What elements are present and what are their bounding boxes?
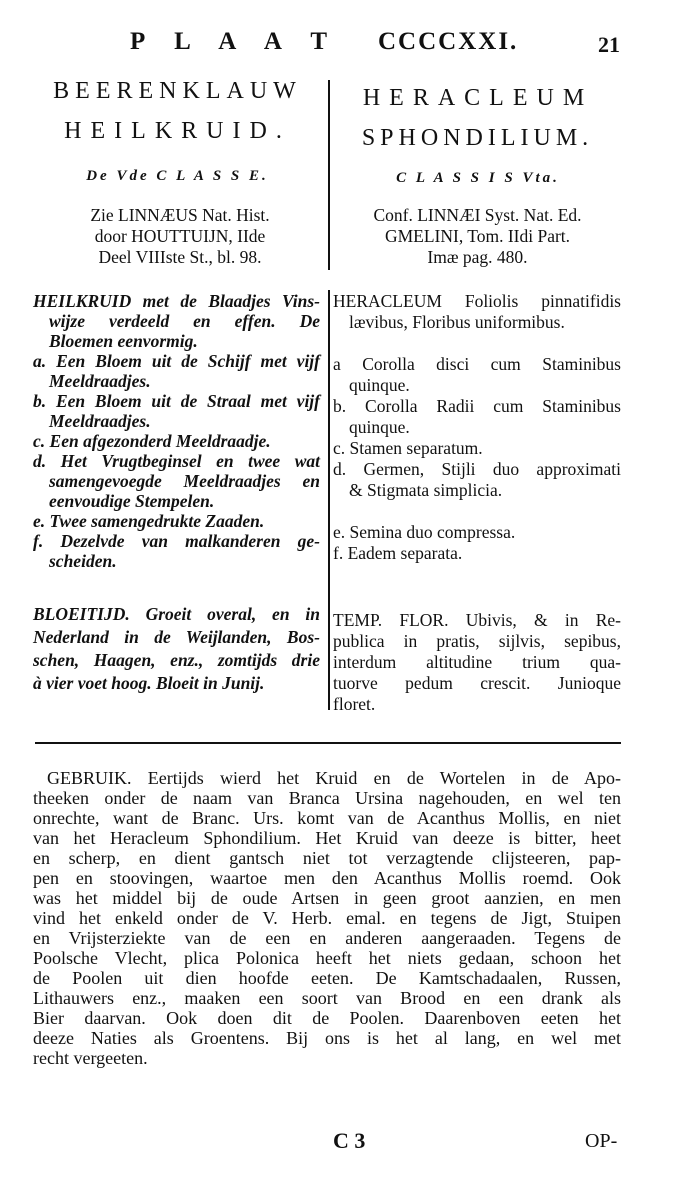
plate-number: CCCCXXI.: [378, 28, 519, 55]
text-line: quinque.: [349, 375, 410, 395]
text-line: Nederland in de Weijlanden, Bos-: [33, 627, 320, 647]
left-classe: De Vde C L A S S E.: [86, 168, 269, 184]
text-line: en Vrijsterziekte van de een en anderen aangeraaden. Tegens de: [33, 928, 621, 948]
text-line: HEILKRUID met de Blaadjes Vins-: [33, 291, 320, 311]
column-divider: [328, 290, 330, 710]
text-line: lævibus, Floribus uniformibus.: [349, 312, 565, 332]
text-line: & Stigmata simplicia.: [349, 480, 503, 500]
column-divider: [328, 80, 330, 270]
text-line: recht vergeeten.: [33, 1048, 148, 1068]
text-line: tuorve pedum crescit. Junioque: [333, 673, 621, 693]
text-line: Zie LINNÆUS Nat. Hist.: [90, 205, 270, 225]
text-line: scheiden.: [49, 551, 117, 571]
right-title-1: HERACLEUM: [362, 85, 594, 111]
text-line: b. Corolla Radii cum Staminibus: [333, 396, 621, 416]
text-line: Bloemen eenvormig.: [49, 331, 198, 351]
text-line: samengevoegde Meeldraadjes en: [49, 471, 320, 491]
text-line: Lithauwers enz., maaken een soort van Brood en een drank als: [33, 988, 621, 1008]
text-line: a. Een Bloem uit de Schijf met vijf: [33, 351, 320, 371]
text-line: HERACLEUM Foliolis pinnatifidis: [333, 291, 621, 311]
text-line: GMELINI, Tom. IIdi Part.: [384, 226, 571, 246]
text-line: publica in pratis, sijlvis, sepibus,: [333, 631, 621, 651]
text-line: Poolsche Vlecht, plica Polonica heeft het niets gedaan, schoon het: [33, 948, 621, 968]
text-line: eenvoudige Stempelen.: [49, 491, 215, 511]
left-title-2: HEILKRUID.: [64, 118, 291, 144]
text-line: Meeldraadjes.: [49, 411, 151, 431]
text-line: d. Germen, Stijli duo approximati: [333, 459, 621, 479]
text-line: Deel VIIIste St., bl. 98.: [98, 247, 262, 267]
text-line: de Poolen uit dien hoofde eeten. De Kamtschadaalen, Russen,: [33, 968, 621, 988]
right-classis: C L A S S I S Vta.: [396, 170, 560, 186]
text-line: Imæ pag. 480.: [427, 247, 528, 267]
left-title-1: BEERENKLAUW: [53, 78, 302, 104]
text-line: TEMP. FLOR. Ubivis, & in Re-: [333, 610, 621, 630]
signature-mark: C 3: [333, 1128, 366, 1153]
text-line: interdum altitudine trium qua-: [333, 652, 621, 672]
text-line: f. Eadem separata.: [333, 543, 463, 563]
right-title-2: SPHONDILIUM.: [361, 125, 594, 151]
text-line: a Corolla disci cum Staminibus: [333, 354, 621, 374]
text-line: à vier voet hoog. Bloeit in Junij.: [33, 673, 265, 693]
text-line: c. Stamen separatum.: [333, 438, 483, 458]
text-line: floret.: [333, 694, 376, 714]
page-number: 21: [598, 32, 620, 57]
text-line: en scherp, en dient gantsch niet tot verzagtende clijsteeren, pap-: [33, 848, 621, 868]
text-line: schen, Haagen, enz., zomtijds drie: [33, 650, 320, 670]
text-line: d. Het Vrugtbeginsel en twee wat: [33, 451, 320, 471]
text-line: pen en stoovingen, waartoe men den Acanthus Mollis roemd. Ook: [33, 868, 621, 888]
text-line: e. Twee samengedrukte Zaaden.: [33, 511, 265, 531]
text-line: BLOEITIJD. Groeit overal, en in: [33, 604, 320, 624]
text-line: deeze Naties als Groentens. Bij ons is het al lang, en wel met: [33, 1028, 621, 1048]
text-line: was het middel bij de oude Artsen in geen groot aanzien, en men: [33, 888, 621, 908]
text-line: Meeldraadjes.: [49, 371, 151, 391]
catchword: OP-: [585, 1130, 618, 1152]
text-line: onrechte, want de Branc. Urs. komt van de Acanthus Mollis, en niet: [33, 808, 621, 828]
text-line: vind het enkeld onder de V. Herb. emal. en tegens de Jigt, Stuipen: [33, 908, 621, 928]
text-line: f. Dezelvde van malkanderen ge-: [33, 531, 320, 551]
plate-label: P L A A T: [130, 28, 340, 55]
text-line: wijze verdeeld en effen. De: [49, 311, 320, 331]
text-line: Conf. LINNÆI Syst. Nat. Ed.: [373, 205, 582, 225]
text-line: quinque.: [349, 417, 410, 437]
text-line: theeken onder de naam van Branca Ursina nagehouden, en wel ten: [33, 788, 621, 808]
text-line: b. Een Bloem uit de Straal met vijf: [33, 391, 320, 411]
text-line: e. Semina duo compressa.: [333, 522, 516, 542]
text-line: c. Een afgezonderd Meeldraadje.: [33, 431, 271, 451]
text-line: GEBRUIK. Eertijds wierd het Kruid en de Wortelen in de Apo-: [47, 768, 621, 788]
text-line: door HOUTTUIJN, IIde: [94, 226, 266, 246]
text-line: Bier daarvan. Ook doen dit de Poolen. Daarenboven eeten het: [33, 1008, 621, 1028]
section-rule: [35, 742, 621, 744]
text-line: van het Heracleum Sphondilium. Het Kruid van deeze is bitter, heet: [33, 828, 621, 848]
